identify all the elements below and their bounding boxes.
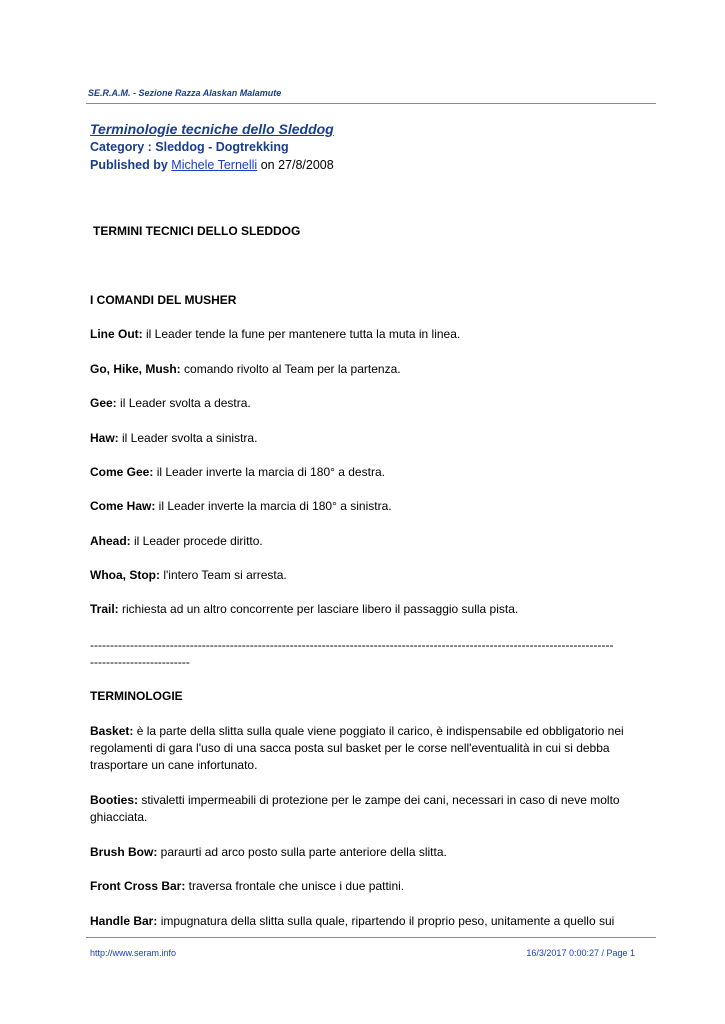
author-link[interactable]: Michele Ternelli: [171, 158, 258, 172]
command-entry: [90, 361, 645, 378]
terminology-heading-block: [90, 688, 645, 705]
command-description: il Leader svolta a sinistra.: [118, 431, 258, 445]
term-entry: [90, 792, 645, 826]
list-item: [90, 878, 645, 895]
main-heading: TERMINI TECNICI DELLO SLEDDOG: [93, 224, 301, 238]
term-name: Brush Bow:: [90, 845, 158, 859]
command-term: Line Out:: [90, 327, 143, 341]
list-item: [90, 464, 645, 481]
article-title[interactable]: Terminologie tecniche dello Sleddog: [90, 121, 334, 137]
header-divider: [86, 103, 656, 104]
command-term: Ahead:: [90, 534, 131, 548]
list-item: [90, 430, 645, 447]
command-term: Haw:: [90, 431, 119, 445]
list-item: [90, 844, 645, 861]
command-term: Whoa, Stop:: [90, 568, 160, 582]
publish-date: on 27/8/2008: [260, 158, 334, 172]
article-byline: [90, 156, 650, 174]
command-description: il Leader tende la fune per mantenere tutta la muta in linea.: [142, 327, 461, 341]
section-separator: [90, 637, 638, 671]
command-entry: [90, 430, 645, 447]
command-term: Go, Hike, Mush:: [90, 362, 181, 376]
command-entry: [90, 395, 645, 412]
commands-heading: I COMANDI DEL MUSHER: [90, 293, 237, 307]
command-description: il Leader svolta a destra.: [116, 396, 251, 410]
term-description: traversa frontale che unisce i due pattini.: [185, 879, 405, 893]
term-entry: [90, 723, 645, 774]
main-heading-block: [90, 223, 645, 240]
term-name: Handle Bar:: [90, 914, 158, 928]
terminology-heading: TERMINOLOGIE: [90, 689, 183, 703]
separator-line: -----------------------------------------------------------------------------------------------------------------------------------: [90, 638, 614, 652]
article-title-block: [90, 120, 650, 174]
footer-site-link[interactable]: http://www.seram.info: [90, 948, 177, 958]
list-item: [90, 601, 645, 618]
term-entry: [90, 913, 645, 930]
list-item: [90, 913, 645, 930]
command-description: il Leader inverte la marcia di 180° a destra.: [153, 465, 385, 479]
term-description: stivaletti impermeabili di protezione per le zampe dei cani, necessari in caso di neve molto ghiacciata.: [90, 793, 620, 824]
command-entry: [90, 498, 645, 515]
term-description: è la parte della slitta sulla quale viene poggiato il carico, è indispensabile ed obbligatorio nei regolamenti di gara l'uso di una sacca posta sul basket per le corse nell'eventualità in cui si debba trasportare un cane infortunato.: [90, 724, 624, 772]
published-label: Published by: [90, 158, 168, 172]
commands-heading-block: [90, 292, 645, 309]
site-header-title: SE.R.A.M. - Sezione Razza Alaskan Malamute: [88, 88, 282, 98]
command-term: Come Gee:: [90, 465, 154, 479]
term-description: impugnatura della slitta sulla quale, ripartendo il proprio peso, unitamente a quello sui: [157, 914, 615, 928]
command-entry: [90, 567, 645, 584]
command-description: l'intero Team si arresta.: [159, 568, 287, 582]
command-term: Gee:: [90, 396, 117, 410]
list-item: [90, 533, 645, 550]
command-term: Come Haw:: [90, 499, 156, 513]
footer-divider: [86, 937, 656, 938]
term-name: Front Cross Bar:: [90, 879, 186, 893]
article-category: Category : Sleddog - Dogtrekking: [90, 140, 289, 154]
term-name: Booties:: [90, 793, 138, 807]
list-item: [90, 361, 645, 378]
command-description: comando rivolto al Team per la partenza.: [180, 362, 401, 376]
command-description: richiesta ad un altro concorrente per lasciare libero il passaggio sulla pista.: [118, 602, 519, 616]
list-item: [90, 723, 645, 774]
term-entry: [90, 844, 645, 861]
command-description: il Leader procede diritto.: [130, 534, 263, 548]
list-item: [90, 567, 645, 584]
term-entry: [90, 878, 645, 895]
separator-line: -------------------------: [90, 655, 190, 669]
list-item: [90, 326, 645, 343]
command-term: Trail:: [90, 602, 119, 616]
command-entry: [90, 533, 645, 550]
command-description: il Leader inverte la marcia di 180° a sinistra.: [155, 499, 392, 513]
list-item: [90, 792, 645, 826]
command-entry: [90, 601, 645, 618]
list-item: [90, 395, 645, 412]
command-entry: [90, 326, 645, 343]
term-name: Basket:: [90, 724, 134, 738]
footer-timestamp-page: 16/3/2017 0:00:27 / Page 1: [526, 948, 635, 958]
term-description: paraurti ad arco posto sulla parte anteriore della slitta.: [157, 845, 447, 859]
list-item: [90, 498, 645, 515]
command-entry: [90, 464, 645, 481]
